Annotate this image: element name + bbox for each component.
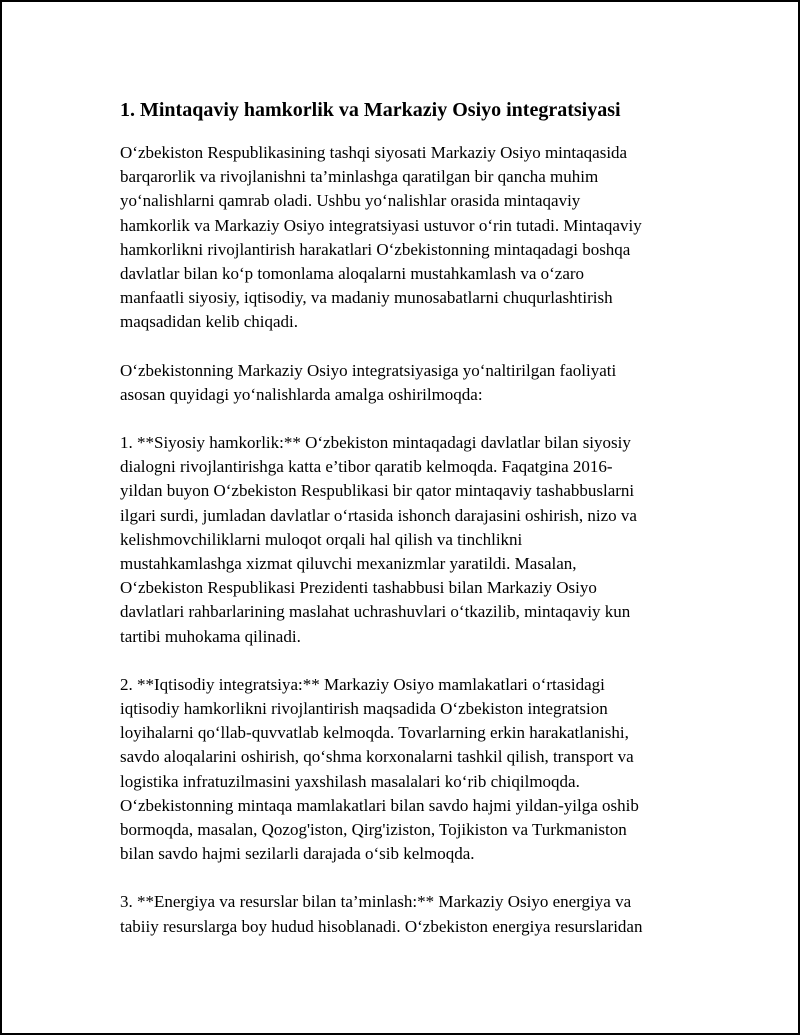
text-line: mustahkamlashga xizmat qiluvchi mexanizmlar yaratildi. Masalan, [120, 554, 577, 574]
text-line: O‘zbekiston Respublikasining tashqi siyosati Markaziy Osiyo mintaqasida [120, 143, 628, 162]
text-line: 2. **Iqtisodiy integratsiya:** Markaziy Osiyo mamlakatlari o‘rtasidagi [120, 674, 605, 694]
text-line: O‘zbekiston Respublikasi Prezidenti tashabbusi bilan Markaziy Osiyo [120, 578, 597, 598]
text-line: manfaatli siyosiy, iqtisodiy, va madaniy munosabatlarni chuqurlashtirish [120, 288, 613, 308]
paragraph-directions-lead [120, 359, 700, 407]
text-line: O‘zbekistonning Markaziy Osiyo integratsiyasiga yo‘naltirilgan faoliyati [120, 360, 617, 380]
text-line: davlatlari rahbarlarining maslahat uchrashuvlari o‘tkazilib, mintaqaviy kun [120, 602, 631, 622]
text-line: maqsadidan kelib chiqadi. [120, 312, 298, 332]
text-line: tabiiy resurslarga boy hudud hisoblanadi. O‘zbekiston energiya resurslaridan [120, 916, 643, 936]
text-line: iqtisodiy hamkorlikni rivojlantirish maqsadida O‘zbekiston integratsion [120, 699, 608, 719]
paragraph-political-cooperation [120, 431, 700, 649]
text-line: loyihalarni qo‘llab-quvvatlab kelmoqda. Tovarlarning erkin harakatlanishi, [120, 723, 629, 743]
text-line: yo‘nalishlarni qamrab oladi. Ushbu yo‘nalishlar orasida mintaqaviy [120, 191, 581, 211]
text-line: kelishmovchiliklarni muloqot orqali hal qilish va tinchlikni [120, 529, 523, 549]
text-line: yildan buyon O‘zbekiston Respublikasi bir qator mintaqaviy tashabbuslarni [120, 481, 635, 501]
paragraph-energy-resources [120, 890, 700, 938]
text-line: bormoqda, masalan, Qozog'iston, Qirg'iziston, Tojikiston va Turkmaniston [120, 820, 627, 840]
text-line: O‘zbekistonning mintaqa mamlakatlari bilan savdo hajmi yildan-yilga oshib [120, 795, 639, 815]
text-line: 1. **Siyosiy hamkorlik:** O‘zbekiston mintaqadagi davlatlar bilan siyosiy [120, 433, 631, 453]
paragraph-intro [120, 141, 700, 335]
section-heading: 1. Mintaqaviy hamkorlik va Markaziy Osiyo integratsiyasi [120, 99, 621, 121]
paragraph-economic-integration [120, 673, 700, 867]
text-line: tartibi muhokama qilinadi. [120, 626, 301, 646]
text-line: 3. **Energiya va resurslar bilan ta’minlash:** Markaziy Osiyo energiya va [120, 892, 632, 912]
text-line: asosan quyidagi yo‘nalishlarda amalga oshirilmoqda: [120, 384, 483, 404]
text-line: logistika infratuzilmasini yaxshilash masalalari ko‘rib chiqilmoqda. [120, 771, 580, 791]
text-line: hamkorlikni rivojlantirish harakatlari O‘zbekistonning mintaqadagi boshqa [120, 239, 631, 259]
text-line: dialogni rivojlantirishga katta e’tibor qaratib kelmoqda. Faqatgina 2016- [120, 457, 613, 477]
text-line: barqarorlik va rivojlanishni ta’minlashga qaratilgan bir qancha muhim [120, 167, 599, 187]
text-line: bilan savdo hajmi sezilarli darajada o‘sib kelmoqda. [120, 844, 475, 864]
text-line: ilgari surdi, jumladan davlatlar o‘rtasida ishonch darajasini oshirish, nizo va [120, 505, 637, 525]
document-body [120, 96, 700, 963]
text-line: hamkorlik va Markaziy Osiyo integratsiyasi ustuvor o‘rin tutadi. Mintaqaviy [120, 215, 642, 235]
text-line: savdo aloqalarini oshirish, qo‘shma korxonalarni tashkil qilish, transport va [120, 747, 634, 767]
text-line: davlatlar bilan ko‘p tomonlama aloqalarni mustahkamlash va o‘zaro [120, 264, 585, 284]
